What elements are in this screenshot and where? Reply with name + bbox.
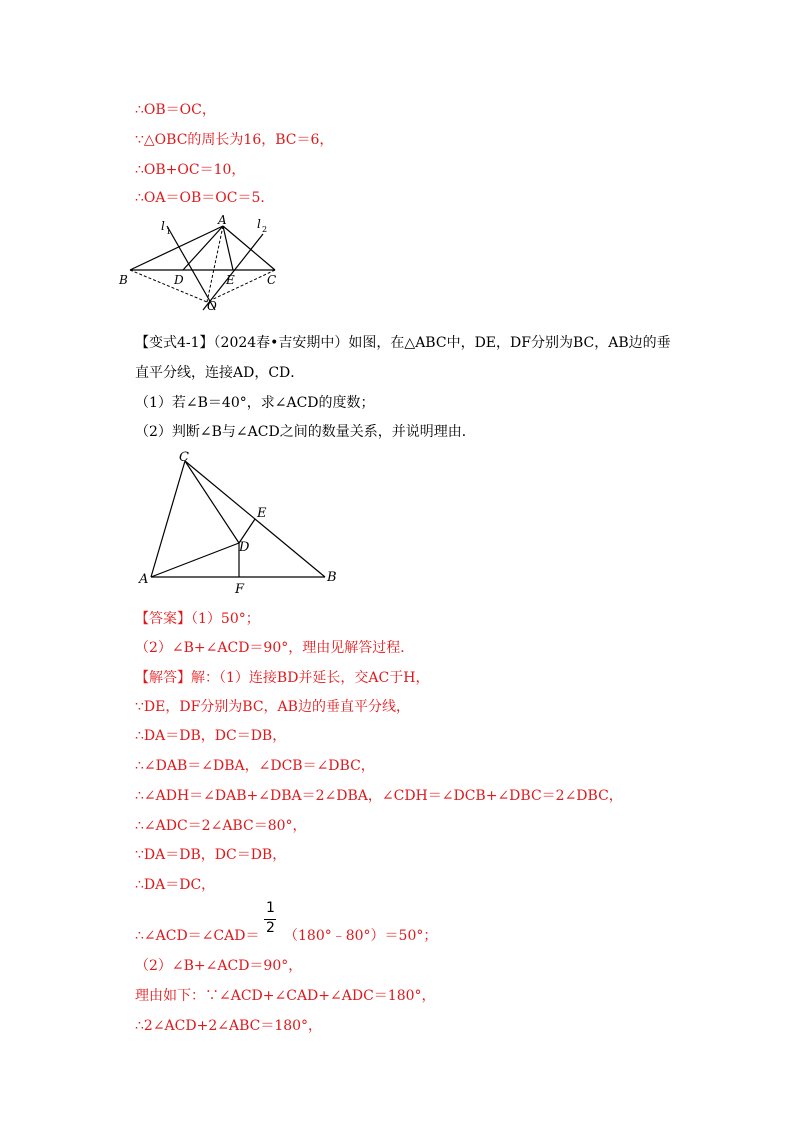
solution-line-9b: （180°﹣80°）＝50°； <box>284 928 438 944</box>
fig1-label-d: D <box>174 273 184 287</box>
fig1-label-a: A <box>218 213 227 227</box>
solution-line-11: 理由如下：∵∠ACD+∠CAD+∠ADC＝180°， <box>135 988 436 1004</box>
fig1-label-b: B <box>119 273 128 287</box>
fig2-label-d: D <box>239 540 250 555</box>
solution-top-line-3: ∴OB+OC＝10， <box>135 162 246 178</box>
fraction-denominator: 2 <box>266 920 275 936</box>
answer-line-1: 【答案】（1）50°； <box>135 611 260 627</box>
figure-1-diagram <box>115 212 290 312</box>
fig2-label-c: C <box>179 450 189 465</box>
problem-question-2: （2）判断∠B与∠ACD之间的数量关系，并说明理由． <box>135 424 476 440</box>
segment-cd <box>185 461 239 543</box>
fig1-label-e: E <box>226 273 235 287</box>
solution-top-line-1: ∴OB＝OC， <box>135 102 216 118</box>
solution-line-12: ∴2∠ACD+2∠ABC＝180°， <box>135 1018 323 1034</box>
solution-line-10: （2）∠B+∠ACD＝90°， <box>135 958 303 974</box>
fig1-label-l1: l <box>161 219 165 233</box>
solution-line-7: ∵DA＝DB，DC＝DB， <box>135 847 287 863</box>
segment-ac <box>223 226 275 270</box>
fig2-label-f: F <box>235 582 245 597</box>
fig1-label-l2-sub: 2 <box>262 225 268 234</box>
solution-top-line-4: ∴OA＝OB＝OC＝5． <box>135 190 275 206</box>
solution-line-9a: ∴∠ACD＝∠CAD＝ <box>135 928 260 944</box>
solution-line-8: ∴DA＝DC， <box>135 877 216 893</box>
solution-top-line-2: ∵△OBC的周长为16，BC＝6， <box>135 132 334 148</box>
solution-line-6: ∴∠ADC＝2∠ABC＝80°， <box>135 818 307 834</box>
solution-line-2: ∵DE，DF分别为BC，AB边的垂直平分线， <box>135 699 410 715</box>
fraction-numerator: 1 <box>266 900 275 916</box>
solution-line-5: ∴∠ADH＝∠DAB+∠DBA＝2∠DBA，∠CDH＝∠DCB+∠DBC＝2∠DBC， <box>135 788 623 804</box>
answer-line-2: （2）∠B+∠ACD＝90°，理由见解答过程． <box>135 640 415 656</box>
segment-ac <box>151 461 185 577</box>
segment-ad <box>151 543 239 577</box>
dashed-ao <box>207 226 223 302</box>
segment-ab <box>130 226 223 270</box>
problem-line-1: 【变式4-1】（2024春•吉安期中）如图，在△ABC中，DE，DF分别为BC，AB边的垂 <box>135 335 671 351</box>
figure-2-diagram <box>135 447 345 597</box>
solution-line-3: ∴DA＝DB，DC＝DB， <box>135 728 287 744</box>
fig1-label-o: O <box>207 299 217 312</box>
fig1-label-l1-sub: 1 <box>166 227 172 236</box>
problem-line-2: 直平分线，连接AD，CD． <box>135 365 305 381</box>
fig2-label-a: A <box>139 572 149 587</box>
fig2-label-b: B <box>327 570 337 585</box>
fig1-label-l2: l <box>257 217 261 231</box>
solution-line-1: 【解答】解：（1）连接BD并延长，交AC于H， <box>135 670 430 686</box>
fig2-label-e: E <box>257 506 267 521</box>
dashed-co <box>207 270 275 302</box>
solution-line-4: ∴∠DAB＝∠DBA，∠DCB＝∠DBC， <box>135 758 375 774</box>
fig1-label-c: C <box>267 273 277 287</box>
problem-question-1: （1）若∠B＝40°，求∠ACD的度数； <box>135 395 375 411</box>
